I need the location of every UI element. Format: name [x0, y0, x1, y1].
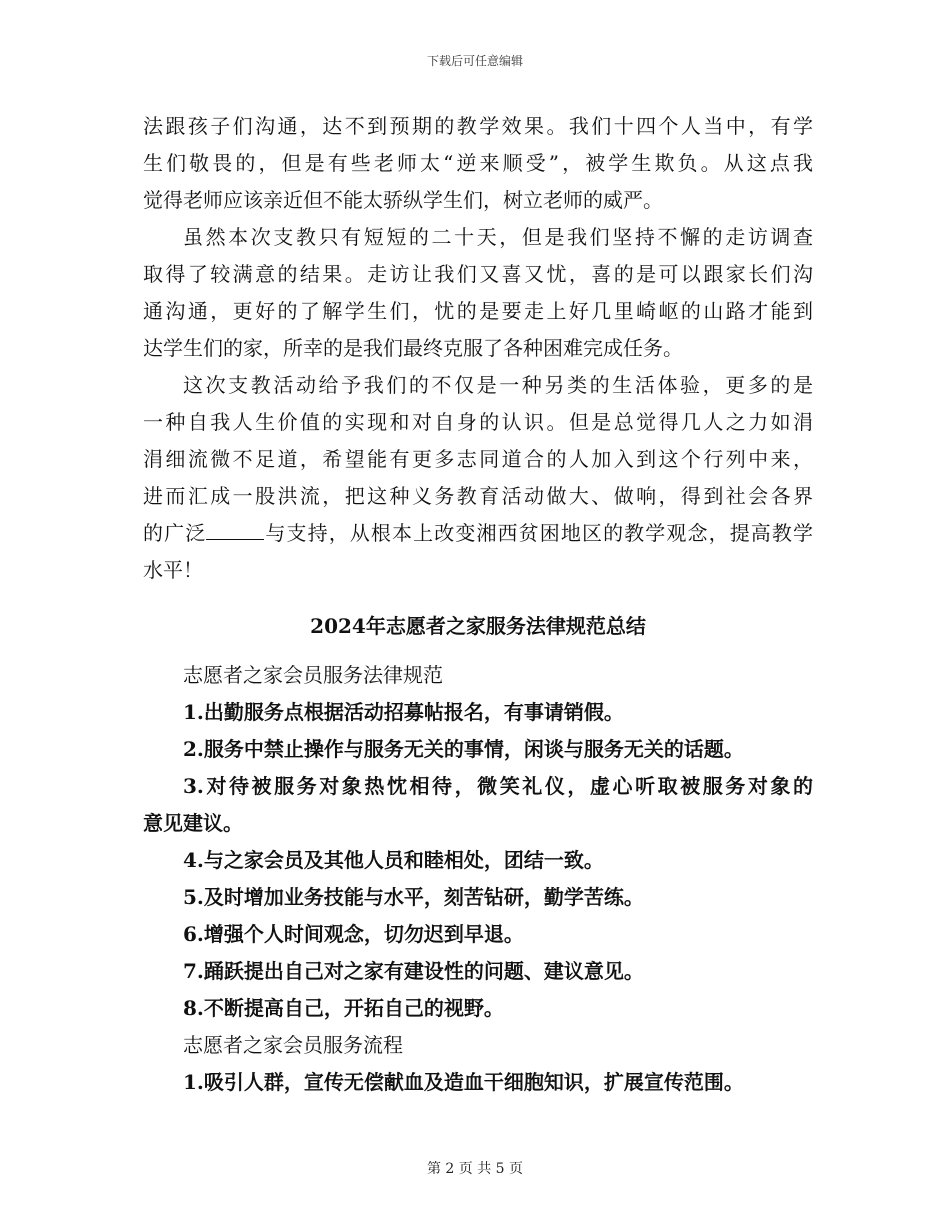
paragraph-line-with-blank — [143, 515, 813, 552]
paragraph-line: 虽然本次支教只有短短的二十天，但是我们坚持不懈的走访调查 — [183, 225, 813, 249]
list-item: 3.对待被服务对象热忱相待，微笑礼仪，虚心听取被服务对象的 — [183, 774, 813, 798]
paragraph-line: 一种自我人生价值的实现和对自身的认识。但是总觉得几人之力如涓 — [143, 410, 813, 434]
fill-in-blank — [206, 519, 264, 540]
list-item: 8.不断提高自己，开拓自己的视野。 — [183, 996, 504, 1020]
line-text: 与支持，从根本上改变湘西贫困地区的教学观念，提高教学 — [264, 521, 814, 545]
list-item: 1.吸引人群，宣传无偿献血及造血干细胞知识，扩展宣传范围。 — [183, 1070, 744, 1094]
paragraph-line: 这次支教活动给予我们的不仅是一种另类的生活体验，更多的是 — [183, 373, 813, 397]
paragraph-line: 生们敬畏的，但是有些老师太“逆来顺受”，被学生欺负。从这点我 — [143, 151, 813, 175]
paragraph-line: 达学生们的家，所幸的是我们最终克服了各种困难完成任务。 — [143, 336, 683, 360]
section-title: 2024年志愿者之家服务法律规范总结 — [310, 614, 646, 638]
paragraph-line: 通沟通，更好的了解学生们，忧的是要走上好几里崎岖的山路才能到 — [143, 299, 813, 323]
paragraph-line: 觉得老师应该亲近但不能太骄纵学生们，树立老师的威严。 — [143, 188, 663, 212]
subheading: 志愿者之家会员服务法律规范 — [183, 663, 443, 687]
page-header: 下载后可任意编辑 — [426, 54, 523, 68]
paragraph-line: 涓细流微不足道，希望能有更多志同道合的人加入到这个行列中来， — [143, 447, 813, 471]
list-item: 6.增强个人时间观念，切勿迟到早退。 — [183, 922, 524, 946]
list-item: 5.及时增加业务技能与水平，刻苦钻研，勤学苦练。 — [183, 885, 644, 909]
list-item: 1.出勤服务点根据活动招募帖报名，有事请销假。 — [183, 700, 624, 724]
paragraph-line: 法跟孩子们沟通，达不到预期的教学效果。我们十四个人当中，有学 — [143, 114, 813, 138]
list-item: 2.服务中禁止操作与服务无关的事情，闲谈与服务无关的话题。 — [183, 737, 744, 761]
subheading: 志愿者之家会员服务流程 — [183, 1033, 403, 1057]
list-item: 7.踊跃提出自己对之家有建设性的问题、建议意见。 — [183, 959, 644, 983]
paragraph-line: 进而汇成一股洪流，把这种义务教育活动做大、做响，得到社会各界 — [143, 484, 813, 508]
list-item-continuation: 意见建议。 — [143, 811, 243, 835]
paragraph-line: 取得了较满意的结果。走访让我们又喜又忧，喜的是可以跟家长们沟 — [143, 262, 813, 286]
paragraph-line: 水平！ — [143, 558, 203, 582]
list-item: 4.与之家会员及其他人员和睦相处，团结一致。 — [183, 848, 604, 872]
page-footer: 第 2 页 共 5 页 — [426, 1161, 524, 1177]
document-body — [143, 108, 813, 1101]
line-text: 的广泛 — [143, 521, 207, 545]
